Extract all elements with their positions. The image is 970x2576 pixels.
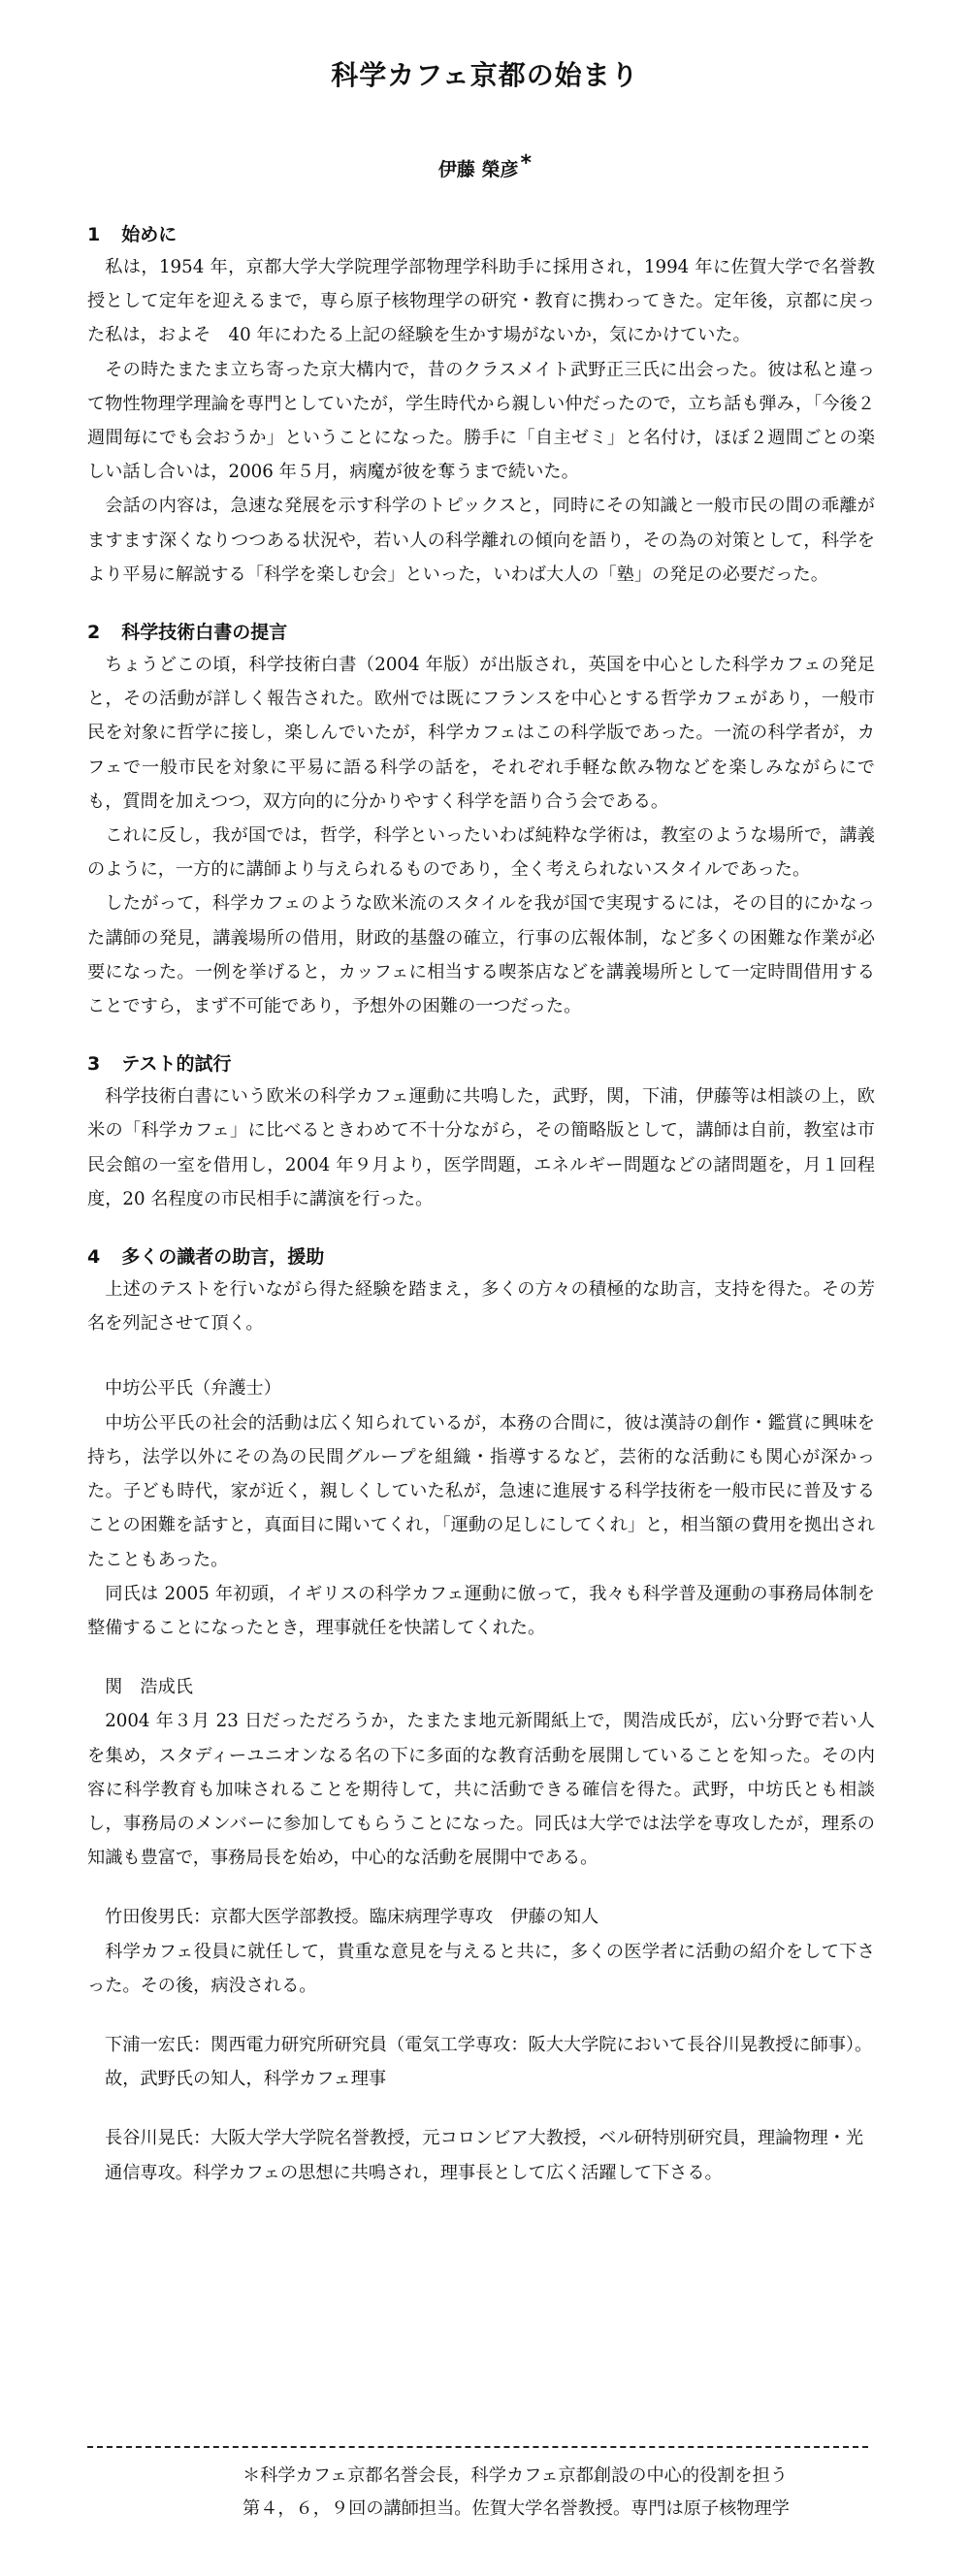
section-supporters <box>87 1241 875 2190</box>
section-introduction <box>87 219 875 592</box>
section-trial <box>87 1048 875 1216</box>
section-number: 3 <box>87 1053 101 1076</box>
section-white-paper <box>87 617 875 1023</box>
section-number: 1 <box>87 224 101 245</box>
section-number: 4 <box>87 1246 101 1269</box>
author-name: 伊藤 榮彦 <box>437 159 519 180</box>
paragraph: 2004 年３月 23 日だっただろうか，たまたま地元新聞紙上で，関浩成氏が，広い分野で若い人を集め，スタディーユニオンなる名の下に多面的な教育活動を展開していることを知った。その内容に科学教育も加味されることを期待して，共に活動できる確信を得た。武野，中坊氏とも相談し，事務局のメンバーに参加してもらうことになった。同氏は大学では法学を専攻したが，理系の知識も豊富で，事務局長を始め，中心的な活動を展開中である。 <box>87 1711 875 1869</box>
paragraph: ちょうどこの頃，科学技術白書（2004 年版）が出版され，英国を中心とした科学カフェの発足と，その活動が詳しく報告された。欧州では既にフランスを中心とする哲学カフェがあり，一般市民を対象に哲学に接し，楽しんでいたが，科学カフェはこの科学版であった。一流の科学者が，カフェで一般市民を対象に平易に語る科学の話を，それぞれ手軽な飲み物などを楽しみながらにでも，質問を加えつつ，双方向的に分かりやすく科学を語り合う会である。 <box>87 655 875 812</box>
paragraph: 同氏は 2005 年初頭，イギリスの科学カフェ運動に倣って，我々も科学普及運動の事務局体制を整備することになったとき，理事就任を快諾してくれた。 <box>87 1583 875 1638</box>
supporter-heading: 竹田俊男氏：京都大医学部教授。臨床病理学専攻 伊藤の知人 <box>105 1907 599 1928</box>
supporter-heading: 関 浩成氏 <box>105 1677 193 1698</box>
supporter-heading: 下浦一宏氏：関西電力研究所研究員（電気工学専攻：阪大大学院において長谷川晃教授に師事）。故，武野氏の知人，科学カフェ理事 <box>105 2034 873 2090</box>
supporter-heading: 中坊公平氏（弁護士） <box>105 1378 281 1400</box>
footnote-line: ＊科学カフェ京都名誉会長，科学カフェ京都創設の中心的役割を担う <box>242 2465 788 2486</box>
supporter-entry <box>87 1900 875 2003</box>
author-line <box>0 151 970 181</box>
supporter-entry <box>87 1670 875 1875</box>
section-number: 2 <box>87 622 101 644</box>
paragraph: 科学技術白書にいう欧米の科学カフェ運動に共鳴した，武野，関，下浦，伊藤等は相談の上，欧米の「科学カフェ」に比べるときわめて不十分ながら，その簡略版として，講師は自前，教室は市民会館の一室を借用し，2004 年９月より，医学問題，エネルギー問題などの諸問題を，月１回程度，20 名程度の市民相手に講演を行った。 <box>87 1086 875 1209</box>
paragraph: その時たまたま立ち寄った京大構内で，昔のクラスメイト武野正三氏に出会った。彼は私と違って物性物理学理論を専門としていたが，学生時代から親しい仲だったので，立ち話も弾み，「今後２週間毎にでも会おうか」ということになった。勝手に「自主ゼミ」と名付け，ほぼ２週間ごとの楽しい話し合いは，2006 年５月，病魔が彼を奪うまで続いた。 <box>87 359 875 483</box>
paragraph: 中坊公平氏の社会的活動は広く知られているが，本務の合間に，彼は漢詩の創作・鑑賞に興味を持ち，法学以外にその為の民間グループを組織・指導するなど，芸術的な活動にも関心が深かった。子ども時代，家が近く，親しくしていた私が，急速に進展する科学技術を一般市民に普及することの困難を話すと，真面目に聞いてくれ，「運動の足しにしてくれ」と，相当額の費用を拠出されたこともあった。 <box>87 1412 875 1570</box>
paragraph: 会話の内容は，急速な発展を示す科学のトピックスと，同時にその知識と一般市民の間の乖離がますます深くなりつつある状況や，若い人の科学離れの傾向を語り，その為の対策として，科学をより平易に解説する「科学を楽しむ会」といった，いわば大人の「塾」の発足の必要だった。 <box>87 496 875 585</box>
author-footnote-mark: * <box>520 151 533 176</box>
paragraph: 私は，1954 年，京都大学大学院理学部物理学科助手に採用され，1994 年に佐賀大学で名誉教授として定年を迎えるまで，専ら原子核物理学の研究・教育に携わってきた。定年後，京都に戻った私は，およそ 40 年にわたる上記の経験を生かす場がないか，気にかけていた。 <box>87 257 875 346</box>
section-title: テスト的試行 <box>121 1053 232 1076</box>
section-heading <box>87 219 875 250</box>
supporter-entry <box>87 1371 875 1645</box>
section-heading <box>87 1241 875 1272</box>
paragraph: 科学カフェ役員に就任して，貴重な意見を与えると共に，多くの医学者に活動の紹介をして下さった。その後，病没される。 <box>87 1941 875 1996</box>
section-title: 多くの識者の助言，援助 <box>121 1246 325 1269</box>
paragraph: 上述のテストを行いながら得た経験を踏まえ，多くの方々の積極的な助言，支持を得た。その芳名を列記させて頂く。 <box>87 1279 875 1335</box>
footnote-divider <box>87 2446 868 2448</box>
section-heading <box>87 1048 875 1079</box>
paragraph: これに反し，我が国では，哲学，科学といったいわば純粋な学術は，教室のような場所で，講義のように，一方的に講師より与えられるものであり，全く考えられないスタイルであった。 <box>87 825 875 881</box>
page-title: 科学カフェ京都の始まり <box>331 59 639 91</box>
supporter-entry <box>87 2028 875 2096</box>
section-heading <box>87 617 875 648</box>
supporter-entry <box>87 2121 875 2189</box>
section-title: 始めに <box>121 224 178 245</box>
section-title: 科学技術白書の提言 <box>121 622 288 644</box>
author-footnote <box>242 2460 873 2526</box>
supporter-heading: 長谷川晃氏：大阪大学大学院名誉教授，元コロンビア大教授，ベル研特別研究員，理論物理・光通信専攻。科学カフェの思想に共鳴され，理事長として広く活躍して下さる。 <box>105 2128 864 2183</box>
paragraph: したがって，科学カフェのような欧米流のスタイルを我が国で実現するには，その目的にかなった講師の発見，講義場所の借用，財政的基盤の確立，行事の広報体制，など多くの困難な作業が必要になった。一例を挙げると，カッフェに相当する喫茶店などを講義場所として一定時間借用することですら，まず不可能であり，予想外の困難の一つだった。 <box>87 893 875 1017</box>
footnote-line: 第４，６，９回の講師担当。佐賀大学名誉教授。専門は原子核物理学 <box>242 2498 790 2519</box>
article-body <box>87 219 875 2190</box>
